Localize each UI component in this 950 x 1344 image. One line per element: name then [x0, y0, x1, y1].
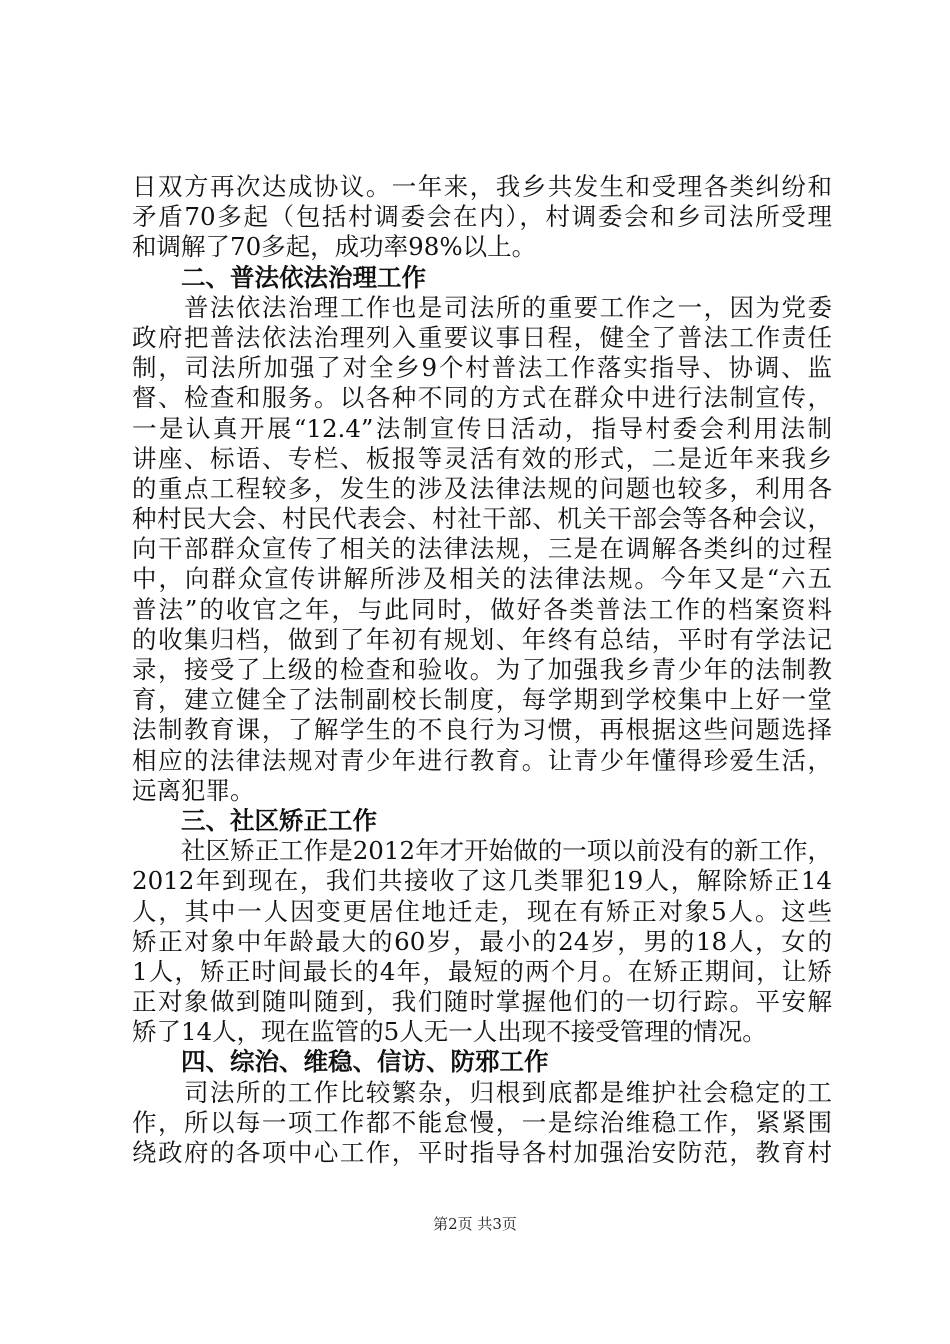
paragraph-line: 中，向群众宣传讲解所涉及相关的法律法规。今年又是“六五 [132, 564, 832, 594]
paragraph-line: 矫正对象中年龄最大的60岁，最小的24岁，男的18人，女的 [132, 926, 832, 956]
paragraph-line: 司法所的工作比较繁杂，归根到底都是维护社会稳定的工 [132, 1077, 832, 1107]
document-body [132, 172, 832, 1168]
paragraph-line: 矛盾70多起（包括村调委会在内），村调委会和乡司法所受理 [132, 202, 832, 232]
paragraph-line: 人，其中一人因变更居住地迁走，现在有矫正对象5人。这些 [132, 896, 832, 926]
paragraph-line: 普法依法治理工作也是司法所的重要工作之一，因为党委 [132, 292, 832, 322]
paragraph-line: 社区矫正工作是2012年才开始做的一项以前没有的新工作， [132, 836, 832, 866]
paragraph-line: 2012年到现在，我们共接收了这几类罪犯19人，解除矫正14 [132, 866, 832, 896]
paragraph-line: 制，司法所加强了对全乡9个村普法工作落实指导、协调、监 [132, 353, 832, 383]
paragraph-line: 育，建立健全了法制副校长制度，每学期到学校集中上好一堂 [132, 685, 832, 715]
paragraph-line: 和调解了70多起，成功率98%以上。 [132, 232, 537, 262]
paragraph-line: 督、检查和服务。以各种不同的方式在群众中进行法制宣传， [132, 383, 832, 413]
paragraph-line: 的收集归档，做到了年初有规划、年终有总结，平时有学法记 [132, 624, 832, 654]
section-heading: 三、社区矫正工作 [181, 805, 377, 835]
paragraph-line: 种村民大会、村民代表会、村社干部、机关干部会等各种会议， [132, 504, 832, 534]
section-heading: 四、综治、维稳、信访、防邪工作 [181, 1047, 549, 1077]
paragraph-line: 讲座、标语、专栏、板报等灵活有效的形式，二是近年来我乡 [132, 443, 832, 473]
paragraph-line: 的重点工程较多，发生的涉及法律法规的问题也较多，利用各 [132, 473, 832, 503]
paragraph-line: 远离犯罪。 [132, 775, 255, 805]
paragraph-line: 法制教育课，了解学生的不良行为习惯，再根据这些问题选择 [132, 715, 832, 745]
paragraph-line: 录，接受了上级的检查和验收。为了加强我乡青少年的法制教 [132, 655, 832, 684]
paragraph-line: 矫了14人，现在监管的5人无一人出现不接受管理的情况。 [132, 1017, 767, 1047]
paragraph-line: 相应的法律法规对青少年进行教育。让青少年懂得珍爱生活， [132, 745, 832, 775]
paragraph-line: 绕政府的各项中心工作，平时指导各村加强治安防范，教育村 [132, 1138, 832, 1167]
paragraph-line: 政府把普法依法治理列入重要议事日程，健全了普法工作责任 [132, 322, 832, 352]
paragraph-line: 作，所以每一项工作都不能怠慢，一是综治维稳工作，紧紧围 [132, 1107, 832, 1137]
paragraph-line: 向干部群众宣传了相关的法律法规，三是在调解各类纠的过程 [132, 534, 832, 564]
section-heading: 二、普法依法治理工作 [181, 262, 426, 292]
paragraph-line: 日双方再次达成协议。一年来，我乡共发生和受理各类纠纷和 [132, 172, 832, 201]
paragraph-line: 一是认真开展“12.4”法制宣传日活动，指导村委会利用法制 [132, 413, 832, 443]
page-footer: 第2页 共3页 [433, 1215, 517, 1233]
paragraph-line: 正对象做到随叫随到，我们随时掌握他们的一切行踪。平安解 [132, 987, 832, 1017]
paragraph-line: 1人，矫正时间最长的4年，最短的两个月。在矫正期间，让矫 [132, 956, 832, 986]
paragraph-line: 普法”的收官之年，与此同时，做好各类普法工作的档案资料 [132, 594, 832, 624]
